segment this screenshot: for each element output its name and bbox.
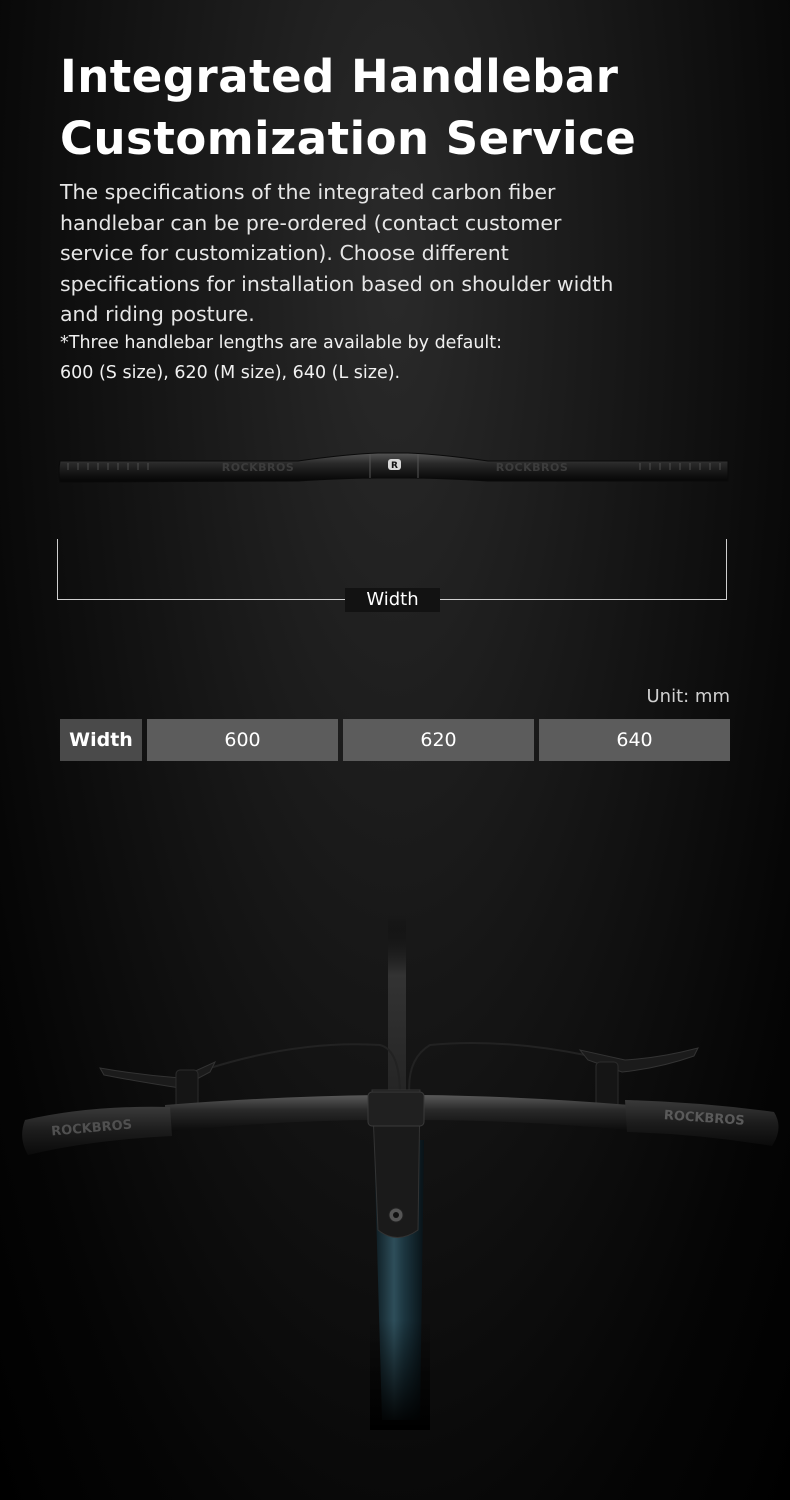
stem-faceplate xyxy=(368,1092,424,1126)
spec-value-l: 640 xyxy=(539,719,730,761)
spec-value-m: 620 xyxy=(343,719,534,761)
stem-bolt-inner xyxy=(393,1212,399,1218)
handlebar-illustration xyxy=(58,448,730,492)
center-logo-icon: R xyxy=(391,461,398,471)
unit-label: Unit: mm xyxy=(646,686,730,707)
handlebar-brand-left: ROCKBROS xyxy=(221,461,295,474)
spec-table-header: Width xyxy=(60,719,142,761)
page-title xyxy=(60,46,760,170)
bike-cockpit-photo xyxy=(0,900,790,1500)
width-dimension-label: Width xyxy=(345,588,440,612)
brake-cable-left xyxy=(210,1044,400,1095)
title-line-1: Integrated Handlebar xyxy=(60,50,619,103)
spec-table xyxy=(60,719,730,761)
frame-fade xyxy=(370,1320,430,1430)
title-line-2: Customization Service xyxy=(60,112,637,165)
handlebar-brand-right: ROCKBROS xyxy=(495,461,569,474)
description-text: The specifications of the integrated carbon fiber handlebar can be pre-ordered (contact customer service for customization). Choose different specifications for installation based on shoulder width and riding posture. xyxy=(60,180,614,326)
size-note-line-2: 600 (S size), 620 (M size), 640 (L size). xyxy=(60,363,401,383)
brake-cable-right xyxy=(409,1043,585,1100)
spec-value-s: 600 xyxy=(147,719,338,761)
grip-left-brand: ROCKBROS xyxy=(50,1117,133,1140)
grip-right-brand: ROCKBROS xyxy=(663,1108,746,1129)
fork-steerer xyxy=(388,915,406,1115)
size-note-line-1: *Three handlebar lengths are available by default: xyxy=(60,333,503,353)
size-note xyxy=(60,328,660,388)
